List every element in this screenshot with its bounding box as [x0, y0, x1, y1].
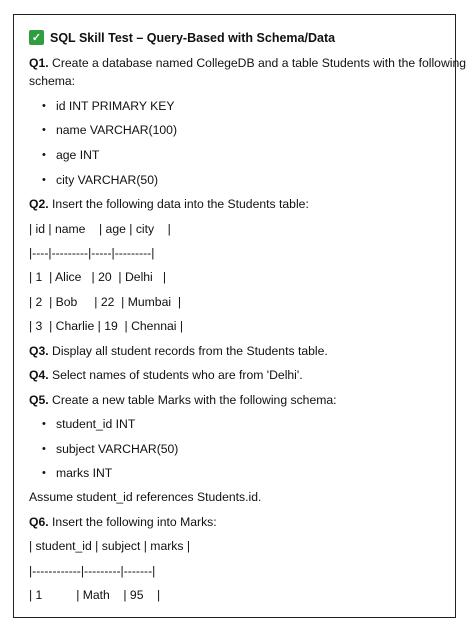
q2-number: Q2.	[29, 197, 49, 211]
q4-number: Q4.	[29, 368, 49, 382]
list-item: • subject VARCHAR(50)	[42, 442, 179, 456]
q6-text: Insert the following into Marks:	[48, 515, 217, 529]
table-row: | 1 | Math | 95 |	[29, 588, 161, 602]
table-row: | student_id | subject | marks |	[29, 539, 191, 553]
table-row: | 3 | Charlie | 19 | Chennai |	[29, 319, 184, 333]
q3-line	[29, 343, 328, 359]
q1-line2: schema:	[29, 74, 76, 88]
checkmark-icon: ✓	[29, 30, 44, 45]
table-row: | id | name | age | city |	[29, 222, 171, 236]
q4-text: Select names of students who are from 'Delhi'.	[48, 368, 303, 382]
bullet-icon: •	[42, 467, 46, 479]
q1-line1	[29, 55, 466, 71]
list-item: • id INT PRIMARY KEY	[42, 99, 175, 113]
table-row: | 1 | Alice | 20 | Delhi |	[29, 270, 167, 284]
q3-number: Q3.	[29, 344, 49, 358]
q4-line	[29, 367, 303, 383]
q6-line	[29, 514, 217, 530]
q5-line	[29, 392, 337, 408]
list-item: • name VARCHAR(100)	[42, 123, 178, 137]
document-title: SQL Skill Test – Query-Based with Schema/Data	[50, 31, 336, 45]
q1-text: Create a database named CollegeDB and a table Students with the following	[48, 56, 467, 70]
table-row: |------------|---------|-------|	[29, 564, 156, 578]
q1-number: Q1.	[29, 56, 49, 70]
q2-text: Insert the following data into the Students table:	[48, 197, 309, 211]
bullet-icon: •	[42, 443, 46, 455]
q5-note: Assume student_id references Students.id.	[29, 490, 262, 504]
list-item: • marks INT	[42, 466, 113, 480]
q6-number: Q6.	[29, 515, 49, 529]
q2-line	[29, 196, 309, 212]
bullet-icon: •	[42, 418, 46, 430]
bullet-icon: •	[42, 174, 46, 186]
q5-text: Create a new table Marks with the following schema:	[48, 393, 337, 407]
q5-number: Q5.	[29, 393, 49, 407]
list-item: • city VARCHAR(50)	[42, 173, 159, 187]
list-item: • age INT	[42, 148, 100, 162]
bullet-icon: •	[42, 149, 46, 161]
list-item: • student_id INT	[42, 417, 136, 431]
table-row: |----|---------|-----|---------|	[29, 246, 155, 260]
table-row: | 2 | Bob | 22 | Mumbai |	[29, 295, 181, 309]
bullet-icon: •	[42, 124, 46, 136]
q3-text: Display all student records from the Students table.	[48, 344, 328, 358]
bullet-icon: •	[42, 100, 46, 112]
